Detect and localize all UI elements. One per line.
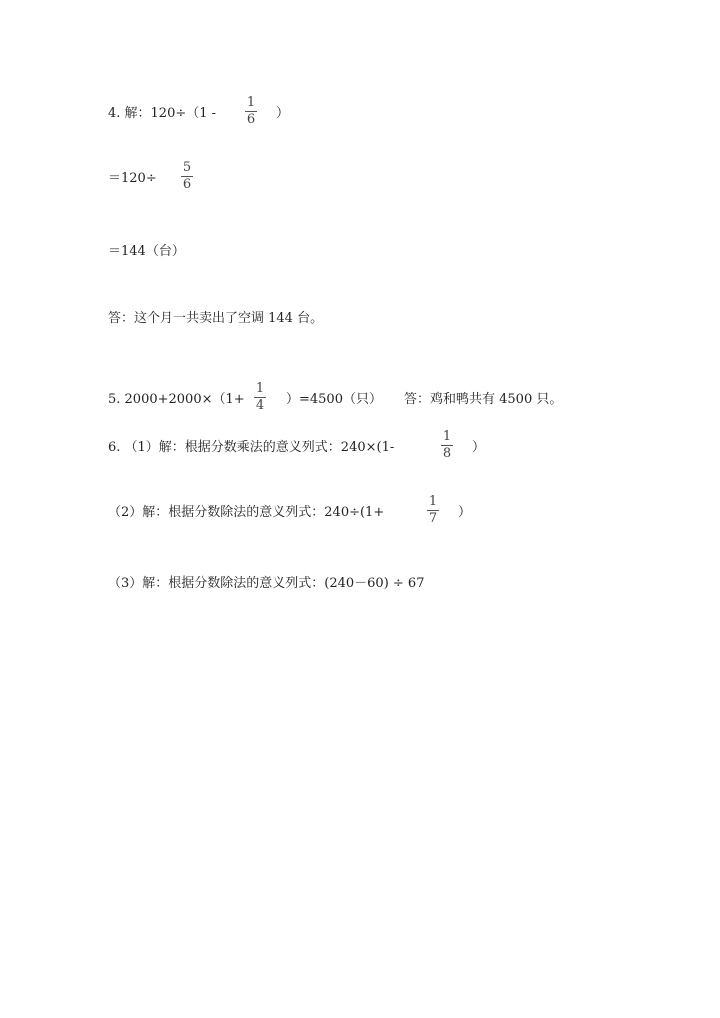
q5-fraction <box>253 382 267 413</box>
q5-suffix: ）=4500（只） <box>286 392 382 407</box>
fraction-denominator: 4 <box>255 398 265 413</box>
q6-part1-suffix: ） <box>472 440 486 455</box>
fraction-numerator: 1 <box>246 95 256 110</box>
q6-part3: （3）解：根据分数除法的意义列式：(240－60) ÷ 67 <box>108 576 425 591</box>
q4-line1-suffix: ） <box>276 106 290 121</box>
q5-answer: 答：鸡和鸭共有 4500 只。 <box>404 392 563 407</box>
q6-part2-prefix: （2）解：根据分数除法的意义列式：240÷(1+ <box>108 505 385 520</box>
q6-part1-prefix: 6. （1）解：根据分数乘法的意义列式：240×(1- <box>108 440 395 455</box>
q4-line2-fraction <box>180 161 194 192</box>
q6-part2-suffix: ） <box>458 505 472 520</box>
q5-prefix: 5. 2000+2000×（1+ <box>108 392 245 407</box>
fraction-numerator: 1 <box>428 494 438 509</box>
fraction-numerator: 5 <box>182 160 192 175</box>
q4-line3: ＝144（台） <box>108 244 185 259</box>
fraction-denominator: 8 <box>442 446 452 461</box>
q6-part2-fraction <box>426 495 440 526</box>
q4-line1-fraction <box>244 96 258 127</box>
q4-line1-prefix: 4. 解：120÷（1 - <box>108 106 217 121</box>
fraction-denominator: 7 <box>428 511 438 526</box>
fraction-numerator: 1 <box>442 429 452 444</box>
fraction-denominator: 6 <box>182 177 192 192</box>
fraction-numerator: 1 <box>255 381 265 396</box>
q4-answer: 答：这个月一共卖出了空调 144 台。 <box>108 311 324 326</box>
fraction-denominator: 6 <box>246 112 256 127</box>
q4-line2-prefix: ＝120÷ <box>108 171 157 186</box>
q6-part1-fraction <box>440 430 454 461</box>
